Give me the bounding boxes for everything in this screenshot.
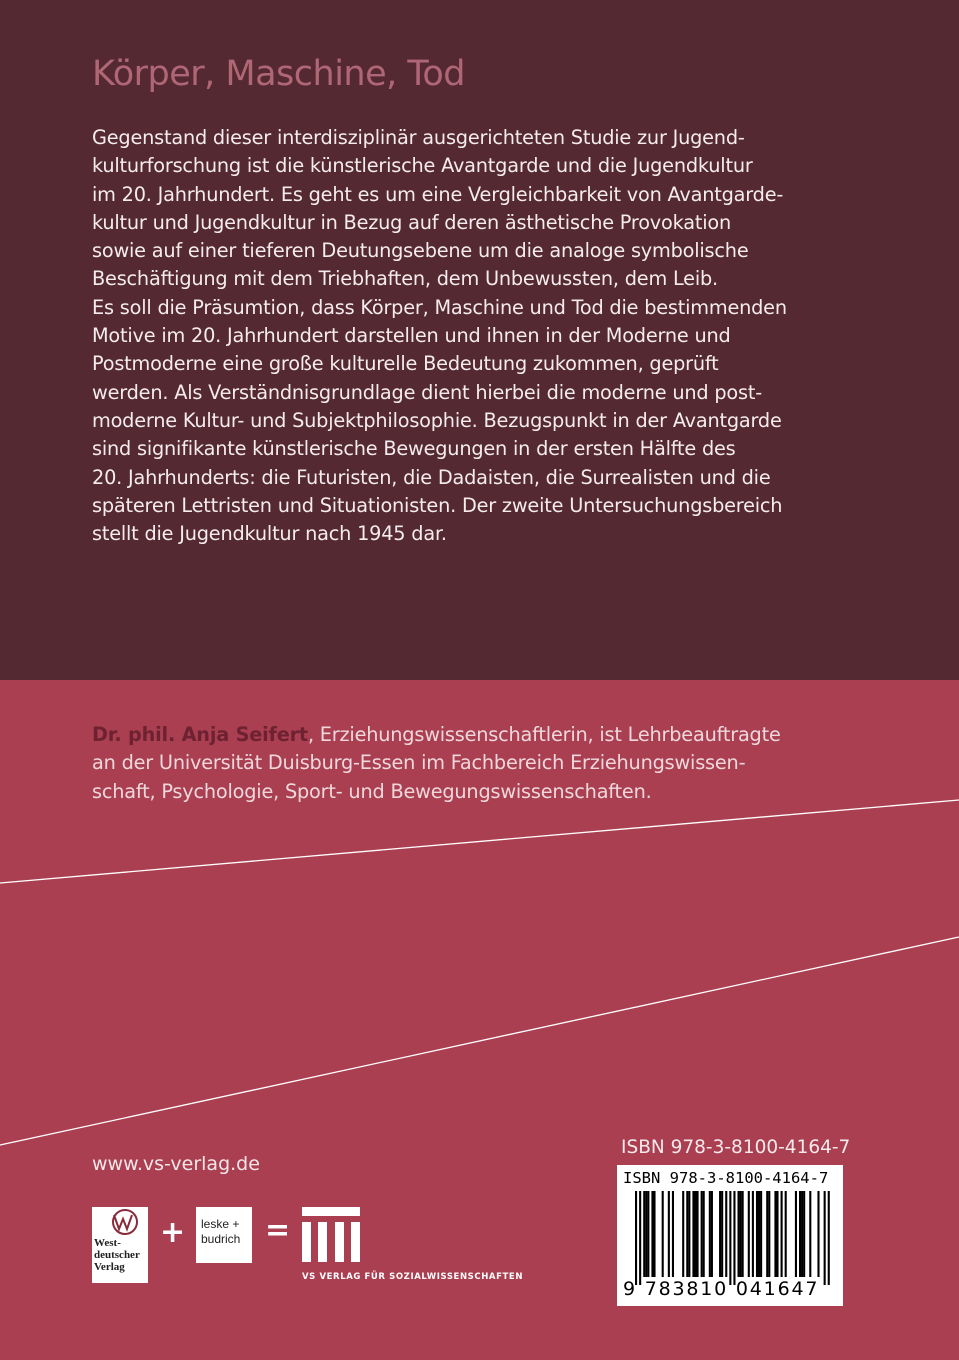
barcode-bar <box>774 1191 776 1277</box>
westdeutscher-verlag-logo <box>92 1207 148 1283</box>
lb-logo-text <box>201 1217 240 1247</box>
barcode-bar <box>742 1191 744 1277</box>
barcode-bar <box>686 1191 688 1277</box>
wv-logo-line: Verlag <box>94 1261 125 1273</box>
barcode-bar <box>719 1191 721 1277</box>
decorative-line-upper <box>0 800 959 883</box>
blurb-line: Motive im 20. Jahrhundert darstellen und ihnen in der Moderne und <box>92 324 731 348</box>
lb-logo-line: budrich <box>201 1232 241 1246</box>
barcode-bar <box>672 1191 674 1277</box>
barcode-bar <box>697 1191 699 1277</box>
author-bio <box>92 721 781 806</box>
barcode-bar <box>653 1191 655 1277</box>
leske-budrich-logo <box>196 1207 252 1263</box>
barcode-bar <box>785 1191 787 1277</box>
bio-line: schaft, Psychologie, Sport- und Bewegungswissenschaften. <box>92 779 652 803</box>
author-name: Dr. phil. Anja Seifert <box>92 723 308 746</box>
barcode-bar <box>639 1191 641 1285</box>
barcode-bar <box>711 1191 713 1277</box>
bio-line-rest: , Erziehungswissenschaftlerin, ist Lehrbeauftragte <box>307 723 781 746</box>
blurb-line: sind signifikante künstlerische Bewegungen in der ersten Hälfte des <box>92 437 736 461</box>
barcode-bar <box>643 1191 645 1277</box>
barcode-bar <box>682 1191 684 1277</box>
barcode-bar <box>768 1191 770 1277</box>
barcode-bar <box>651 1191 653 1277</box>
wv-logo-text <box>94 1237 148 1273</box>
blurb-line: Beschäftigung mit dem Triebhaften, dem Unbewussten, dem Leib. <box>92 267 718 291</box>
blurb-line: späteren Lettristen und Situationisten. Der zweite Untersuchungsbereich <box>92 493 783 517</box>
plus-sign: + <box>160 1215 186 1250</box>
publisher-url[interactable]: www.vs-verlag.de <box>92 1153 260 1175</box>
barcode-bar <box>776 1191 778 1277</box>
barcode-bar <box>756 1191 758 1277</box>
barcode-digits: 9 783810 041647 <box>623 1278 820 1300</box>
barcode-bar <box>781 1191 783 1277</box>
blurb-line: sowie auf einer tieferen Deutungsebene um die analoge symbolische <box>92 239 749 263</box>
blurb-line: moderne Kultur- und Subjektphilosophie. Bezugspunkt in der Avantgarde <box>92 408 782 432</box>
barcode-bar <box>748 1191 750 1277</box>
barcode-bar <box>752 1191 754 1277</box>
publisher-logos <box>92 1205 552 1295</box>
barcode-bar <box>729 1191 731 1285</box>
barcode-bar <box>635 1191 637 1285</box>
book-title: Körper, Maschine, Tod <box>92 54 465 94</box>
barcode-bar <box>662 1191 664 1277</box>
vs-verlag-name: VS VERLAG FÜR SOZIALWISSENSCHAFTEN <box>302 1272 524 1282</box>
barcode-bar <box>817 1191 819 1277</box>
barcode-bar <box>766 1191 768 1277</box>
bio-line <box>92 721 781 749</box>
barcode-isbn-text: ISBN 978-3-8100-4164-7 <box>623 1169 829 1187</box>
barcode-bar <box>647 1191 649 1277</box>
barcode-bar <box>801 1191 803 1277</box>
barcode-bar <box>694 1191 696 1277</box>
barcode <box>617 1165 843 1306</box>
blurb-line: kultur und Jugendkultur in Bezug auf deren ästhetische Provokation <box>92 210 731 234</box>
barcode-bar <box>809 1191 811 1277</box>
decorative-line-lower <box>0 937 959 1145</box>
blurb-line: Postmoderne eine große kulturelle Bedeutung zukommen, geprüft <box>92 352 719 376</box>
bio-line: an der Universität Duisburg-Essen im Fachbereich Erziehungswissen- <box>92 751 746 775</box>
barcode-bar <box>795 1191 797 1277</box>
barcode-bar <box>760 1191 762 1277</box>
blurb-line: 20. Jahrhunderts: die Futuristen, die Dadaisten, die Surrealisten und die <box>92 465 771 489</box>
blurb-line: im 20. Jahrhundert. Es geht es um eine Vergleichbarkeit von Avantgarde- <box>92 182 784 206</box>
barcode-bar <box>645 1191 647 1277</box>
blurb-line: stellt die Jugendkultur nach 1945 dar. <box>92 522 447 546</box>
barcode-bar <box>799 1191 801 1277</box>
blurb-line: Gegenstand dieser interdisziplinär ausgerichteten Studie zur Jugend- <box>92 126 745 149</box>
blurb-text <box>92 124 787 548</box>
wv-logo-line: deutscher <box>94 1249 140 1261</box>
equals-sign: = <box>265 1213 291 1248</box>
vs-verlag-logo-icon <box>302 1207 362 1265</box>
blurb-line: Es soll die Präsumtion, dass Körper, Maschine und Tod die bestimmenden <box>92 295 787 319</box>
barcode-bar <box>688 1191 690 1277</box>
barcode-bar <box>692 1191 694 1277</box>
barcode-bar <box>738 1191 740 1277</box>
wv-emblem-icon <box>92 1207 148 1237</box>
barcode-bar <box>824 1191 826 1285</box>
barcode-bar <box>709 1191 711 1277</box>
blurb-line: werden. Als Verständnisgrundlage dient hierbei die moderne und post- <box>92 380 762 404</box>
barcode-bar <box>721 1191 723 1277</box>
barcode-bar <box>758 1191 760 1277</box>
isbn-label: ISBN 978-3-8100-4164-7 <box>621 1137 851 1158</box>
barcode-bar <box>733 1191 735 1285</box>
wv-logo-line: West- <box>94 1237 121 1249</box>
barcode-bar <box>703 1191 705 1277</box>
barcode-bar <box>740 1191 742 1277</box>
barcode-bar <box>668 1191 670 1277</box>
barcode-bar <box>828 1191 830 1285</box>
lb-logo-line: leske + <box>201 1217 240 1231</box>
barcode-bar <box>725 1191 727 1277</box>
barcode-bar <box>803 1191 805 1277</box>
blurb-line: kulturforschung ist die künstlerische Avantgarde und die Jugendkultur <box>92 154 753 178</box>
barcode-bar <box>701 1191 703 1277</box>
